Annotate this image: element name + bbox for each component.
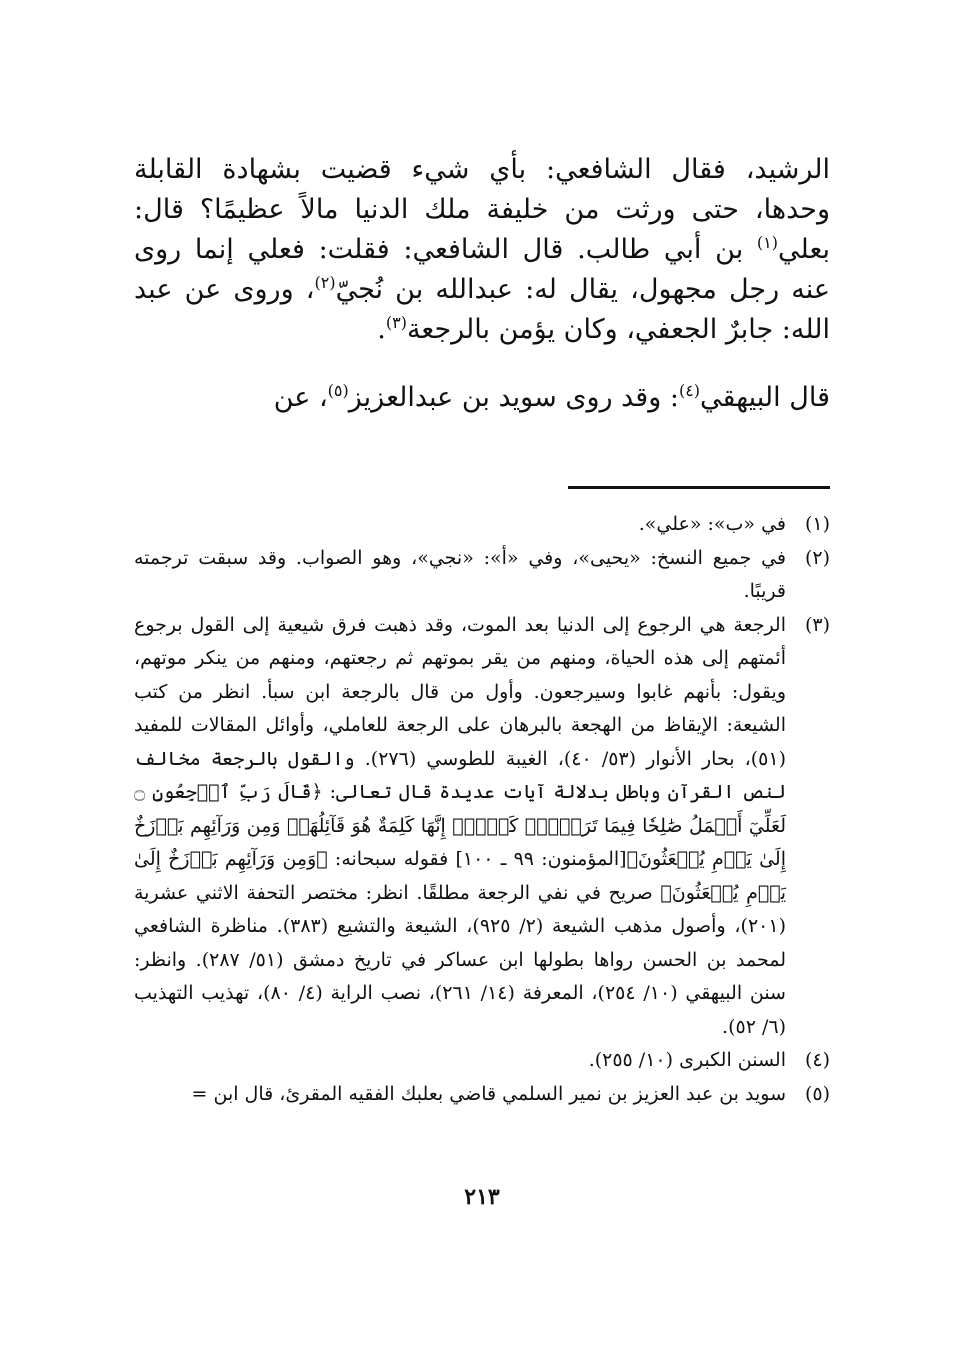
footnote-ref-1[interactable]: (١)	[756, 233, 779, 252]
footnote-number: (٣)	[804, 613, 830, 636]
footnote-number: (٥)	[804, 1082, 830, 1105]
text-line: عبدالله بن نُجيّ	[335, 274, 513, 305]
body-text	[134, 150, 830, 418]
footnote-3	[134, 609, 830, 1045]
footnote-number: (٢)	[804, 546, 830, 569]
text-line: الرشيد، فقال الشافعي: بأي شيء قضيت بشهادة القابلة وحدها، حتى	[134, 154, 830, 225]
text-line: قال الشافعي: فقلت: فعلي إنما روى عنه رجل مجهول، يقال له:	[134, 234, 830, 305]
footnote-ref-5[interactable]: (٥)	[327, 381, 349, 400]
footnote-text: سويد بن عبد العزيز بن نمير السلمي قاضي بعلبك الفقيه المقرئ، قال ابن =	[191, 1082, 786, 1105]
footnote-ref-2[interactable]: (٢)	[314, 273, 336, 292]
text-line: : وقد روى سويد بن عبدالعزيز	[348, 382, 679, 413]
footnote-number: (١)	[804, 513, 830, 535]
footnote-text: السنن الكبرى (١٠/ ٢٥٥).	[588, 1049, 786, 1071]
text-line: .	[377, 314, 386, 345]
footnote-2	[134, 542, 830, 609]
page-number: ٢١٣	[464, 1184, 500, 1210]
main-text	[134, 150, 830, 418]
footnote-text: في «ب»: «علي».	[638, 513, 786, 535]
footnote-number: (٤)	[804, 1049, 830, 1071]
footnote-text: الرجعة هي الرجوع إلى الدنيا بعد الموت، وقد ذهبت فرق شيعية إلى القول برجوع أئمتهم إلى هذه الحياة، ومنهم من يقر بموتهم ثم رجعتهم، ومنهم من ينكر موتهم، ويقول: بأنهم غابوا وسيرجعون. وأول من قال بالرجعة ابن سبأ. انظر من كتب الشيعة: الإيقاظ من الهجعة بالبرهان على الرجعة للعاملي، وأوائل المقالات للمفيد (٥١)، بحار الأنوار (٥٣/ ٤٠)، الغيبة للطوسي (٢٧٦). والقول بالرجعة مخالف لنص القرآن وباطل بدلالة آيات عديدة قال تعالى: ﴿قَالَ رَبِّ ٱرۡجِعُونِ ۝ لَعَلِّيٓ أَعۡمَلُ صَٰلِحٗا فِيمَا تَرَكۡتُۚ كَلَّآۚ إِنَّهَا كَلِمَةٌ هُوَ قَآئِلُهَاۖ وَمِن وَرَآئِهِم بَرۡزَخٌ إِلَىٰ يَوۡمِ يُبۡعَثُونَ﴾[المؤمنون: ٩٩ ـ ١٠٠] فقوله سبحانه: ﴿وَمِن وَرَآئِهِم بَرۡزَخٌ إِلَىٰ يَوۡمِ يُبۡعَثُونَ﴾ صريح في نفي الرجعة مطلقًا. انظر: مختصر التحفة الاثني عشرية (٢٠١)، وأصول مذهب الشيعة (٢/ ٩٢٥)، الشيعة والتشيع (٣٨٣). مناظرة الشافعي لمحمد بن الحسن رواها بطولها ابن عساكر في تاريخ دمشق (٥١/ ٢٨٧). وانظر: سنن البيهقي (١٠/ ٢٥٤)، المعرفة (١٤/ ٢٦١)، نصب الراية (٤/ ٨٠)، تهذيب التهذيب (٦/ ٥٢).	[134, 613, 787, 1038]
text-line: بالرجعة	[406, 314, 491, 345]
text-line: ورثت من خليفة ملك الدنيا مالاً عظيمًا؟ قال: بعلي	[134, 194, 830, 265]
footnote-separator	[568, 486, 830, 489]
text-line: ، وروى عن عبد الله: جابرٌ الجعفي، وكان يؤمن	[134, 274, 830, 345]
footnote-1	[134, 508, 830, 542]
paragraph-1	[134, 150, 830, 350]
footnote-4	[134, 1044, 830, 1078]
footnote-text: في جميع النسخ: «يحيى»، وفي «أ»: «نجي»، وهو الصواب. وقد سبقت ترجمته قريبًا.	[134, 546, 786, 602]
text-line: بن أبي طالب.	[577, 234, 757, 265]
footnote-5	[134, 1078, 830, 1112]
paragraph-2	[134, 378, 830, 418]
text-line: قال البيهقي	[700, 382, 830, 413]
footnote-ref-3[interactable]: (٣)	[385, 313, 407, 332]
footnote-ref-4[interactable]: (٤)	[678, 381, 701, 400]
text-line: ، عن	[273, 382, 328, 413]
footnotes	[134, 508, 830, 1111]
